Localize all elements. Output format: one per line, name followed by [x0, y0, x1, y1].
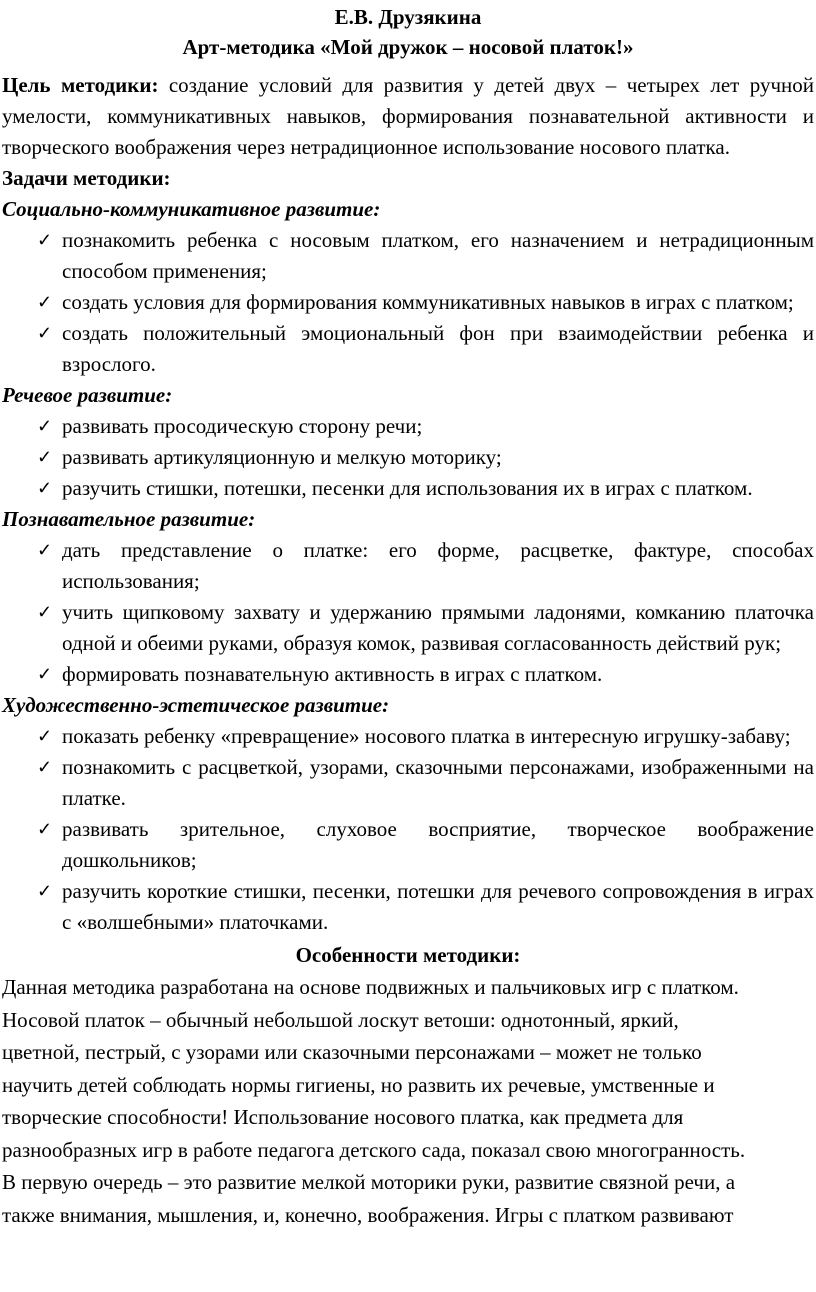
goal-text: создание условий для развития у детей двух – четырех лет ручной умелости, коммуникативных навыков, формирования познавательной активности и творческого воображения через нетрадиционное использование носового платка. [2, 73, 814, 159]
text-line: научить детей соблюдать нормы гигиены, но развить их речевые, умственные и [2, 1072, 715, 1097]
goal-label: Цель методики: [2, 73, 159, 97]
list-item: ✓ разучить стишки, потешки, песенки для использования их в играх с платком. [2, 473, 814, 504]
checkmark-icon: ✓ [37, 602, 53, 622]
tasks-label: Задачи методики: [2, 166, 171, 190]
checkmark-icon: ✓ [37, 447, 53, 467]
checkmark-icon: ✓ [37, 230, 53, 250]
text-line: Данная методика разработана на основе подвижных и пальчиковых игр с платком. [2, 975, 739, 999]
checkmark-icon: ✓ [37, 881, 53, 901]
list-item: ✓ познакомить ребенка с носовым платком, его назначением и нетрадиционным способом применения; [2, 225, 814, 287]
text-line: Носовой платок – обычный небольшой лоскут ветоши: однотонный, яркий, [2, 1007, 679, 1032]
list-item: ✓ учить щипковому захвату и удержанию прямыми ладонями, комканию платочка одной и обеими руками, образуя комок, развивая согласованность действий рук; [2, 597, 814, 659]
task-list-speech [2, 411, 814, 504]
list-item: ✓ формировать познавательную активность в играх с платком. [2, 659, 814, 690]
section-title-speech: Речевое развитие: [2, 383, 173, 407]
checkmark-icon: ✓ [37, 416, 53, 436]
section-title-social: Социально-коммуникативное развитие: [2, 197, 381, 221]
text-line: В первую очередь – это развитие мелкой моторики руки, развитие связной речи, а [2, 1170, 736, 1194]
checkmark-icon: ✓ [37, 540, 53, 560]
goal-paragraph [2, 70, 814, 163]
list-item: ✓ познакомить с расцветкой, узорами, сказочными персонажами, изображенными на платке. [2, 752, 814, 814]
task-list-social [2, 225, 814, 380]
features-paragraph [2, 971, 814, 1231]
text-line: разнообразных игр в работе педагога детского сада, показал свою многогранность. [2, 1137, 746, 1162]
section-title-artistic: Художественно-эстетическое развитие: [2, 693, 390, 717]
list-item: ✓ дать представление о платке: его форме, расцветке, фактуре, способах использования; [2, 535, 814, 597]
task-list-cognitive [2, 535, 814, 690]
checkmark-icon: ✓ [37, 819, 53, 839]
checkmark-icon: ✓ [37, 757, 53, 777]
list-item: ✓ показать ребенку «превращение» носового платка в интересную игрушку-забаву; [2, 721, 814, 752]
checkmark-icon: ✓ [37, 664, 53, 684]
text-line: также внимания, мышления, и, конечно, воображения. Игры с платком развивают [2, 1202, 734, 1227]
features-heading: Особенности методики: [295, 943, 521, 967]
list-item: ✓ развивать просодическую сторону речи; [2, 411, 814, 442]
checkmark-icon: ✓ [37, 726, 53, 746]
document-title: Арт-методика «Мой дружок – носовой платок!» [182, 35, 634, 59]
author-name: Е.В. Друзякина [334, 5, 482, 29]
text-line: творческие способности! Использование носового платка, как предмета для [2, 1105, 684, 1129]
document-page [0, 2, 816, 1231]
list-item: ✓ создать условия для формирования коммуникативных навыков в играх с платком; [2, 287, 814, 318]
text-line: цветной, пестрый, с узорами или сказочными персонажами – может не только [2, 1040, 702, 1064]
checkmark-icon: ✓ [37, 478, 53, 498]
list-item: ✓ развивать зрительное, слуховое восприятие, творческое воображение дошкольников; [2, 814, 814, 876]
checkmark-icon: ✓ [37, 323, 53, 343]
list-item: ✓ разучить короткие стишки, песенки, потешки для речевого сопровождения в играх с «волшебными» платочками. [2, 876, 814, 938]
section-title-cognitive: Познавательное развитие: [2, 507, 256, 531]
list-item: ✓ развивать артикуляционную и мелкую моторику; [2, 442, 814, 473]
task-list-artistic [2, 721, 814, 938]
list-item: ✓ создать положительный эмоциональный фон при взаимодействии ребенка и взрослого. [2, 318, 814, 380]
checkmark-icon: ✓ [37, 292, 53, 312]
